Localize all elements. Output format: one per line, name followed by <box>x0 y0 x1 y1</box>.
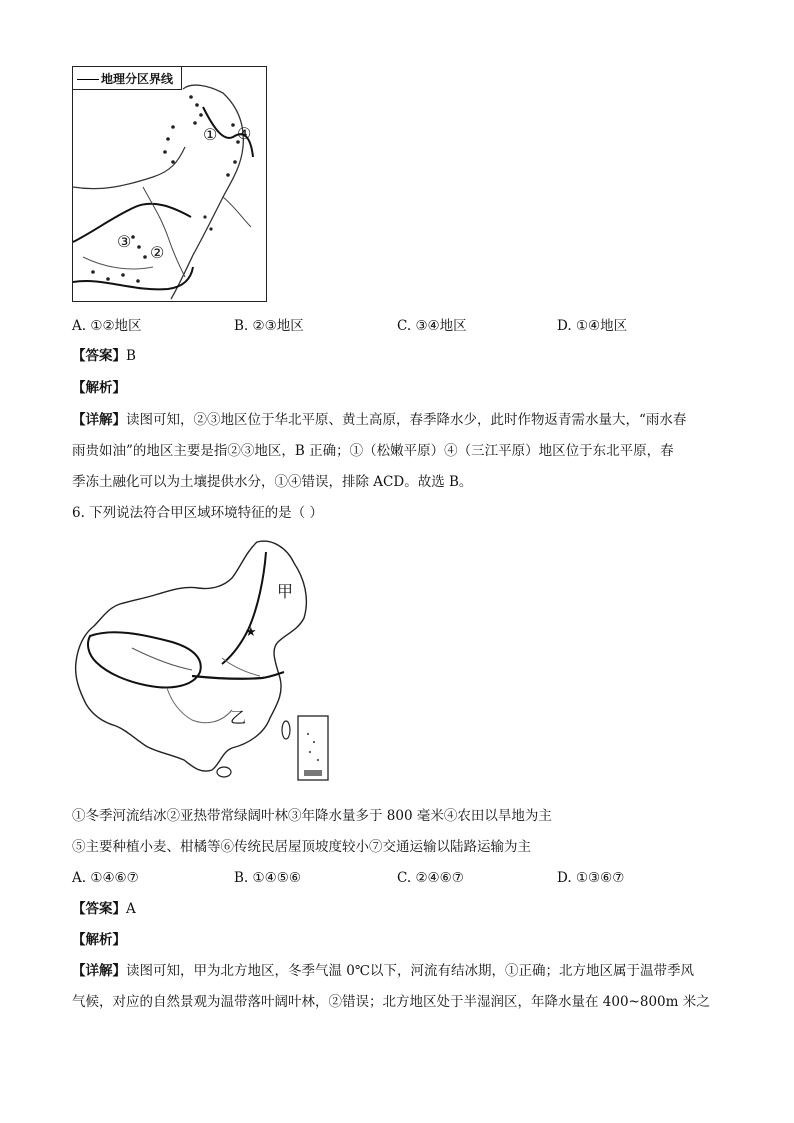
q6-option-b[interactable] <box>234 868 301 888</box>
option-letter: B. <box>234 870 249 886</box>
q5-detail-line-2: 雨贵如油”的地区主要是指②③地区，B 正确；①（松嫩平原）④（三江平原）地区位于东北平原，春 <box>72 443 674 459</box>
option-text: ②④⑥⑦ <box>415 870 464 886</box>
q5-analysis-label: 【解析】 <box>72 380 126 396</box>
q5-detail-line-1 <box>72 410 686 430</box>
q6-detail-line-2: 气候，对应的自然景观为温带落叶阔叶林，②错误；北方地区处于半湿润区，年降水量在 400~800m 米之 <box>72 994 710 1010</box>
china-outline-drawing <box>72 538 344 782</box>
marker-3: ③ <box>117 232 132 251</box>
q6-option-c[interactable] <box>397 868 464 888</box>
option-text: ①③⑥⑦ <box>575 870 625 886</box>
q5-option-a[interactable] <box>72 316 142 336</box>
option-letter: C. <box>397 870 412 886</box>
q5-option-b[interactable] <box>234 316 304 336</box>
option-letter: C. <box>397 318 412 334</box>
option-letter: D. <box>557 318 572 334</box>
q5-answer <box>72 346 136 366</box>
q6-stem: 6. 下列说法符合甲区域环境特征的是（ ） <box>72 505 323 521</box>
option-letter: B. <box>234 318 249 334</box>
label-yi: 乙 <box>230 708 247 727</box>
option-letter: D. <box>557 870 572 886</box>
marker-1: ① <box>203 125 218 144</box>
answer-value: B <box>126 348 136 364</box>
q6-statement-1: ①冬季河流结冰②亚热带常绿阔叶林③年降水量多于 800 毫米④农田以旱地为主 <box>72 808 552 824</box>
option-text: ③④地区 <box>415 318 467 334</box>
q6-option-a[interactable] <box>72 868 139 888</box>
map-regions <box>72 66 267 302</box>
q5-option-c[interactable] <box>397 316 467 336</box>
detail-text: 读图可知，甲为北方地区，冬季气温 0℃以下，河流有结冰期，①正确；北方地区属于温带季风 <box>126 963 694 979</box>
answer-label: 【答案】 <box>72 901 126 917</box>
option-text: ②③地区 <box>252 318 304 334</box>
option-letter: A. <box>72 870 87 886</box>
detail-label: 【详解】 <box>72 963 126 979</box>
option-letter: A. <box>72 318 87 334</box>
q5-option-d[interactable] <box>557 316 627 336</box>
detail-text: 读图可知，②③地区位于华北平原、黄土高原，春季降水少，此时作物返青需水量大，“雨水春 <box>126 412 687 428</box>
map1-drawing <box>73 67 266 301</box>
label-jia: 甲 <box>277 582 294 601</box>
marker-2: ② <box>150 243 165 262</box>
option-text: ①②地区 <box>90 318 142 334</box>
q6-answer <box>72 899 136 919</box>
detail-label: 【详解】 <box>72 412 126 428</box>
q6-option-d[interactable] <box>557 868 624 888</box>
legend-label: 地理分区界线 <box>101 72 174 86</box>
option-text: ①④⑥⑦ <box>90 870 139 886</box>
option-text: ①④⑤⑥ <box>252 870 301 886</box>
q6-detail-line-1 <box>72 961 694 981</box>
q5-detail-line-3: 季冻土融化可以为土壤提供水分，①④错误，排除 ACD。故选 B。 <box>72 474 473 490</box>
answer-value: A <box>126 901 136 917</box>
answer-label: 【答案】 <box>72 348 126 364</box>
marker-4: ④ <box>237 124 252 143</box>
q6-statement-2: ⑤主要种植小麦、柑橘等⑥传统民居屋顶坡度较小⑦交通运输以陆路运输为主 <box>72 839 531 855</box>
map-china <box>72 538 344 782</box>
option-text: ①④地区 <box>575 318 628 334</box>
q6-analysis-label: 【解析】 <box>72 932 126 948</box>
star-icon: ★ <box>245 625 257 640</box>
